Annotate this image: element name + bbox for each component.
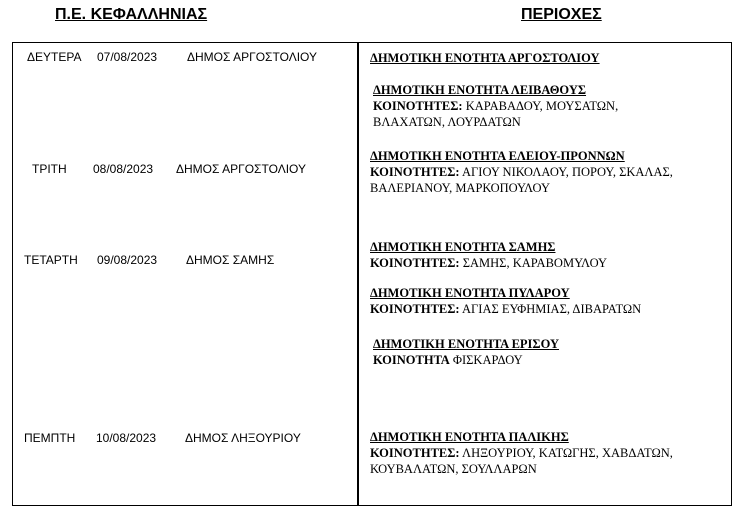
- municipal-unit: [373, 336, 559, 368]
- communities-label: ΚΟΙΝΟΤΗΤΑ: [373, 353, 450, 367]
- communities-list: ΛΗΞΟΥΡΙΟΥ, ΚΑΤΩΓΗΣ, ΧΑΒΔΑΤΩΝ,: [459, 446, 673, 460]
- day-label: ΤΡΙΤΗ: [32, 162, 67, 176]
- page-title-right: ΠΕΡΙΟΧΕΣ: [521, 6, 602, 23]
- date-label: 10/08/2023: [96, 431, 157, 445]
- date-label: 09/08/2023: [97, 253, 158, 267]
- municipal-unit: [370, 148, 673, 196]
- municipality-label: ΔΗΜΟΣ ΑΡΓΟΣΤΟΛΙΟΥ: [187, 50, 318, 64]
- page-title-left: Π.Ε. ΚΕΦΑΛΛΗΝΙΑΣ: [55, 6, 208, 23]
- communities-list: ΑΓΙΟΥ ΝΙΚΟΛΑΟΥ, ΠΟΡΟΥ, ΣΚΑΛΑΣ,: [459, 165, 673, 179]
- communities-list: ΚΑΡΑΒΑΔΟΥ, ΜΟΥΣΑΤΩΝ,: [462, 99, 619, 113]
- unit-name: ΔΗΜΟΤΙΚΗ ΕΝΟΤΗΤΑ ΠΑΛΙΚΗΣ: [370, 430, 569, 444]
- communities-list: ΣΑΜΗΣ, ΚΑΡΑΒΟΜΥΛΟΥ: [459, 256, 608, 270]
- municipal-unit: [370, 429, 673, 477]
- communities-label: ΚΟΙΝΟΤΗΤΕΣ:: [370, 446, 460, 460]
- date-label: 07/08/2023: [97, 50, 158, 64]
- unit-name: ΔΗΜΟΤΙΚΗ ΕΝΟΤΗΤΑ ΠΥΛΑΡΟΥ: [370, 286, 570, 300]
- municipal-unit: [370, 239, 607, 271]
- communities-label: ΚΟΙΝΟΤΗΤΕΣ:: [373, 99, 463, 113]
- municipal-unit: [370, 50, 600, 66]
- day-label: ΔΕΥΤΕΡΑ: [27, 50, 82, 64]
- communities-list: ΑΓΙΑΣ ΕΥΦΗΜΙΑΣ, ΔΙΒΑΡΑΤΩΝ: [459, 302, 642, 316]
- municipality-label: ΔΗΜΟΣ ΑΡΓΟΣΤΟΛΙΟΥ: [176, 162, 307, 176]
- unit-name: ΔΗΜΟΤΙΚΗ ΕΝΟΤΗΤΑ ΕΛΕΙΟΥ-ΠΡΟΝΝΩΝ: [370, 149, 625, 163]
- municipal-unit: [373, 82, 618, 130]
- municipal-unit: [370, 285, 641, 317]
- communities-list-cont: ΚΟΥΒΑΛΑΤΩΝ, ΣΟΥΛΛΑΡΩΝ: [370, 462, 537, 476]
- day-label: ΤΕΤΑΡΤΗ: [24, 253, 78, 267]
- municipality-label: ΔΗΜΟΣ ΣΑΜΗΣ: [186, 253, 275, 267]
- communities-list-cont: ΒΛΑΧΑΤΩΝ, ΛΟΥΡΔΑΤΩΝ: [373, 115, 521, 129]
- municipality-label: ΔΗΜΟΣ ΛΗΞΟΥΡΙΟΥ: [185, 431, 301, 445]
- date-label: 08/08/2023: [93, 162, 154, 176]
- communities-list-cont: ΒΑΛΕΡΙΑΝΟΥ, ΜΑΡΚΟΠΟΥΛΟΥ: [370, 181, 550, 195]
- unit-name: ΔΗΜΟΤΙΚΗ ΕΝΟΤΗΤΑ ΛΕΙΒΑΘΟΥΣ: [373, 83, 587, 97]
- day-label: ΠΕΜΠΤΗ: [24, 431, 76, 445]
- communities-label: ΚΟΙΝΟΤΗΤΕΣ:: [370, 302, 460, 316]
- unit-name: ΔΗΜΟΤΙΚΗ ΕΝΟΤΗΤΑ ΣΑΜΗΣ: [370, 240, 556, 254]
- communities-list: ΦΙΣΚΑΡΔΟΥ: [449, 353, 523, 367]
- unit-name: ΔΗΜΟΤΙΚΗ ΕΝΟΤΗΤΑ ΑΡΓΟΣΤΟΛΙΟΥ: [370, 51, 600, 65]
- unit-name: ΔΗΜΟΤΙΚΗ ΕΝΟΤΗΤΑ ΕΡΙΣΟΥ: [373, 337, 560, 351]
- communities-label: ΚΟΙΝΟΤΗΤΕΣ:: [370, 256, 460, 270]
- communities-label: ΚΟΙΝΟΤΗΤΕΣ:: [370, 165, 460, 179]
